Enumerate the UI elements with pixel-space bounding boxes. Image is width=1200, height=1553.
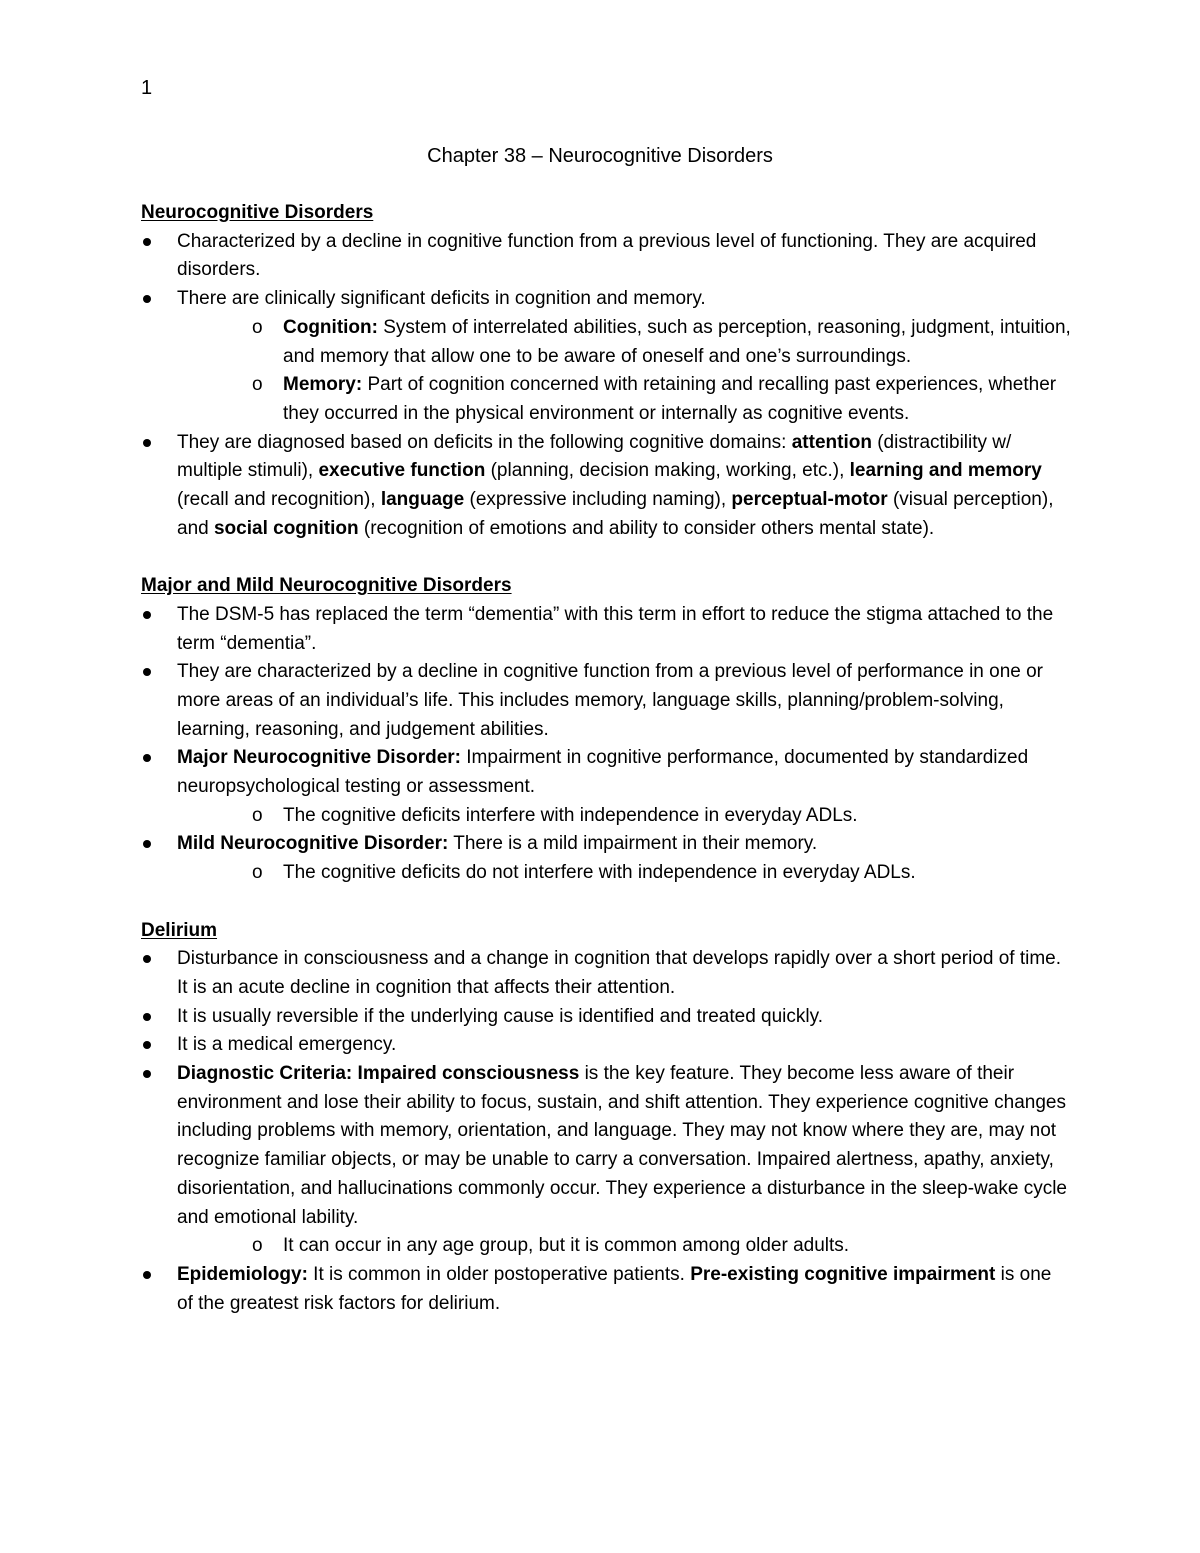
- list-item: [141, 744, 1071, 830]
- keyword: learning and memory: [849, 460, 1042, 482]
- keyword: attention: [791, 431, 872, 453]
- text-run: (expressive including naming),: [464, 489, 732, 511]
- bullet-text: They are characterized by a decline in cognitive function from a previous level of performance in one or more areas of an individual’s life. This includes memory, language skills, planning/problem-solving, learning, reasoning, and judgement abilities.: [177, 661, 1044, 740]
- keyword: language: [380, 489, 465, 511]
- sub-list-item: [177, 802, 1071, 831]
- list-item: [141, 1060, 1071, 1261]
- section-delirium: [141, 917, 1071, 1319]
- text-run: It is common in older postoperative patients.: [307, 1263, 691, 1285]
- definition-text: System of interrelated abilities, such as perception, reasoning, judgment, intuition, and memory that allow one to be aware of oneself and one’s surroundings.: [283, 316, 1071, 367]
- list-item: [141, 658, 1071, 744]
- text-run: They are diagnosed based on deficits in the following cognitive domains:: [177, 431, 792, 453]
- bullet-text: The DSM-5 has replaced the term “dementia” with this term in effort to reduce the stigma attached to the term “dementia”.: [177, 603, 1054, 654]
- sub-list-item: [177, 1232, 1071, 1261]
- list-item: [141, 429, 1071, 544]
- term: Memory:: [283, 374, 363, 396]
- page-title: Chapter 38 – Neurocognitive Disorders: [427, 145, 773, 167]
- document-body: [141, 199, 1071, 1318]
- section-heading: Delirium: [141, 919, 218, 941]
- section-neurocognitive-disorders: [141, 199, 1071, 543]
- term: Mild Neurocognitive Disorder:: [177, 833, 449, 855]
- text-run: (recall and recognition),: [177, 489, 381, 511]
- term: Major Neurocognitive Disorder:: [177, 747, 461, 769]
- section-heading: Major and Mild Neurocognitive Disorders: [141, 575, 512, 597]
- sub-bullet-text: The cognitive deficits interfere with independence in everyday ADLs.: [283, 804, 858, 826]
- keyword: social cognition: [213, 517, 359, 539]
- keyword: perceptual-motor: [731, 489, 888, 511]
- page-number: 1: [141, 77, 153, 99]
- text-run: (distractibility w/ multiple stimuli),: [177, 431, 1012, 482]
- bullet-text: It is usually reversible if the underlying cause is identified and treated quickly.: [177, 1005, 823, 1027]
- sub-bullet-list: [177, 1232, 1071, 1261]
- section-heading: Neurocognitive Disorders: [141, 202, 374, 223]
- definition-text: There is a mild impairment in their memory.: [448, 833, 818, 855]
- bullet-list: [141, 601, 1071, 888]
- list-item: [141, 285, 1071, 429]
- text-run: (planning, decision making, working, etc.),: [485, 460, 850, 482]
- sub-list-item: [177, 371, 1071, 428]
- term: Epidemiology:: [177, 1263, 308, 1285]
- bullet-list: [141, 945, 1071, 1318]
- list-item: [141, 830, 1071, 887]
- list-item: [141, 945, 1071, 1002]
- bullet-list: [141, 228, 1071, 544]
- sub-list-item: [177, 859, 1071, 888]
- text-run: (visual perception), and: [177, 489, 1054, 539]
- list-item: [141, 1031, 1071, 1060]
- bullet-text: Disturbance in consciousness and a change in cognition that develops rapidly over a short period of time. It is an acute decline in cognition that affects their attention.: [177, 948, 1062, 998]
- sub-list-item: [177, 314, 1071, 371]
- bullet-text: It is a medical emergency.: [177, 1034, 397, 1056]
- section-major-mild-ncd: [141, 572, 1071, 888]
- term: Diagnostic Criteria: Impaired consciousness: [177, 1063, 580, 1085]
- bullet-text: Characterized by a decline in cognitive function from a previous level of functioning. They are acquired disorders.: [177, 230, 1037, 281]
- definition-text: Part of cognition concerned with retaining and recalling past experiences, whether they occurred in the physical environment or internally as cognitive events.: [283, 374, 1057, 424]
- text-run: (recognition of emotions and ability to consider others mental state).: [358, 517, 935, 539]
- keyword: Pre-existing cognitive impairment: [690, 1263, 996, 1285]
- list-item: [141, 1003, 1071, 1032]
- list-item: [141, 1261, 1071, 1318]
- sub-bullet-text: It can occur in any age group, but it is common among older adults.: [283, 1235, 850, 1257]
- definition-text: Impairment in cognitive performance, documented by standardized neuropsychological testing or assessment.: [177, 747, 1029, 798]
- sub-bullet-list: [177, 859, 1071, 888]
- list-item: [141, 228, 1071, 285]
- term: Cognition:: [283, 316, 378, 338]
- text-run: is one of the greatest risk factors for delirium.: [177, 1263, 1052, 1314]
- sub-bullet-list: [177, 314, 1071, 429]
- list-item: [141, 601, 1071, 658]
- sub-bullet-list: [177, 802, 1071, 831]
- keyword: executive function: [318, 460, 486, 482]
- definition-text: is the key feature. They become less aware of their environment and lose their ability to focus, sustain, and shift attention. They experience cognitive changes including problems with memory, orientation, and language. They may not know where they are, may not recognize familiar objects, or may be unable to carry a conversation. Impaired alertness, apathy, anxiety, disorientation, and hallucinations commonly occur. They experience a disturbance in the sleep-wake cycle and emotional lability.: [177, 1063, 1067, 1228]
- sub-bullet-text: The cognitive deficits do not interfere with independence in everyday ADLs.: [283, 862, 916, 884]
- bullet-text: There are clinically significant deficits in cognition and memory.: [177, 288, 706, 310]
